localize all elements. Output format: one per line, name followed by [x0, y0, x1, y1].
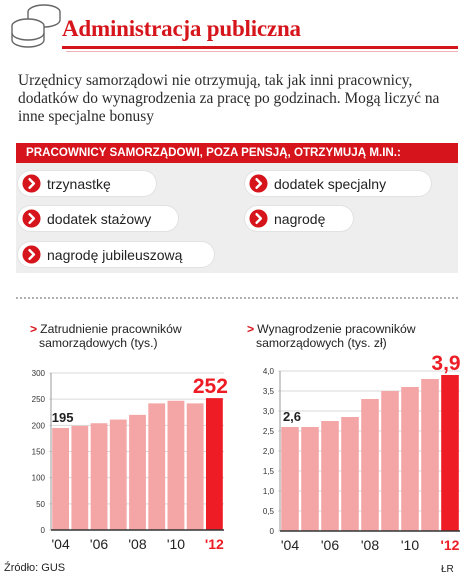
bar [110, 420, 127, 530]
x-tick-label: '04 [280, 537, 300, 553]
chart-title-line-1: Zatrudnienie pracowników [40, 322, 182, 336]
bar [341, 417, 359, 531]
panel-header: PRACOWNICY SAMORZĄDOWI, POZA PENSJĄ, OTRZYMUJĄ M.IN.: [16, 143, 458, 163]
bonus-item-label: trzynastkę [47, 175, 111, 192]
bonus-item-dodatek-stazowy [18, 206, 178, 231]
bar [281, 427, 299, 531]
bar [206, 398, 223, 530]
bar [168, 401, 185, 530]
x-tick-label: '06 [320, 537, 340, 553]
bonus-item-label: dodatek stażowy [47, 210, 152, 227]
chart-employment-plot [30, 322, 230, 552]
section-divider [16, 297, 458, 299]
bar [301, 427, 319, 531]
bar [381, 391, 399, 531]
x-tick-label: '12 [440, 537, 460, 553]
bar [91, 423, 108, 530]
bar [71, 426, 88, 530]
y-tick-label: 0,5 [262, 507, 274, 516]
x-tick-label: '12 [204, 536, 224, 552]
y-tick-label: 150 [31, 447, 45, 457]
bar [401, 387, 419, 531]
source-note: Źródło: GUS [4, 562, 66, 574]
bonus-item-label: nagrodę jubileuszową [47, 246, 183, 263]
bar [421, 379, 439, 531]
chart-employment [30, 322, 230, 552]
y-tick-label: 0 [269, 527, 274, 536]
bonus-item-label: dodatek specjalny [274, 175, 387, 192]
title-rule-thin [66, 51, 458, 52]
y-tick-label: 3,5 [262, 387, 274, 396]
bar [52, 428, 69, 530]
x-tick-label: '08 [128, 536, 147, 552]
data-label-first: 195 [51, 409, 74, 425]
y-tick-label: 1,5 [262, 467, 274, 476]
bonus-panel [16, 143, 458, 273]
bar [361, 399, 379, 531]
arrow-right-icon [22, 209, 41, 228]
x-tick-label: '10 [400, 537, 420, 553]
bar [321, 421, 339, 531]
intro-text: Urzędnicy samorządowi nie otrzymują, tak jak inni pracownicy, dodatków do wynagrodzenia za pracę po godzinach. Mogą liczyć na inne specjalne bonusy [18, 72, 440, 125]
author-initials: ŁR [441, 564, 454, 575]
y-tick-label: 50 [36, 499, 45, 509]
bonus-item-label: nagrodę [274, 210, 326, 227]
data-label-first: 2,6 [282, 409, 302, 424]
y-tick-label: 250 [31, 395, 45, 405]
x-tick-label: '08 [360, 537, 380, 553]
bonus-item-nagroda [245, 206, 353, 231]
y-tick-label: 4,0 [262, 367, 274, 376]
y-tick-label: 2,5 [262, 427, 274, 436]
y-tick-label: 2,0 [262, 447, 274, 456]
bonus-item-trzynastka [18, 171, 156, 196]
x-tick-label: '10 [166, 536, 186, 552]
y-tick-label: 3,0 [262, 407, 274, 416]
bar [187, 403, 204, 530]
title-marker: > [30, 322, 38, 336]
arrow-right-icon [22, 174, 41, 193]
chart-title-line-1: Wynagrodzenie pracowników [257, 322, 416, 336]
x-tick-label: '06 [89, 536, 109, 552]
y-tick-label: 100 [31, 473, 45, 483]
chart-salary [247, 322, 462, 552]
data-label-last: 252 [192, 375, 228, 399]
arrow-right-icon [249, 209, 268, 228]
chart-salary-plot [247, 322, 462, 552]
bar [148, 403, 165, 530]
y-tick-label: 200 [31, 421, 45, 431]
x-tick-label: '04 [51, 536, 70, 552]
arrow-right-icon [22, 245, 41, 264]
bar [129, 415, 146, 530]
bonus-item-nagroda-jubileuszowa [18, 242, 214, 267]
bonus-item-dodatek-specjalny [245, 171, 431, 196]
chart-title-line-2: samorządowych (tys. zł) [256, 336, 387, 350]
title-rule [62, 46, 458, 49]
y-tick-label: 0 [40, 526, 45, 535]
arrow-right-icon [249, 174, 268, 193]
bar [441, 375, 459, 531]
header [0, 0, 466, 52]
y-tick-label: 1,0 [262, 487, 274, 496]
title-marker: > [247, 322, 255, 336]
chart-title-line-2: samorządowych (tys.) [39, 336, 158, 350]
data-label-last: 3,9 [431, 352, 461, 375]
coins-icon [6, 2, 64, 50]
y-tick-label: 300 [31, 369, 45, 378]
page-title: Administracja publiczna [62, 16, 301, 41]
